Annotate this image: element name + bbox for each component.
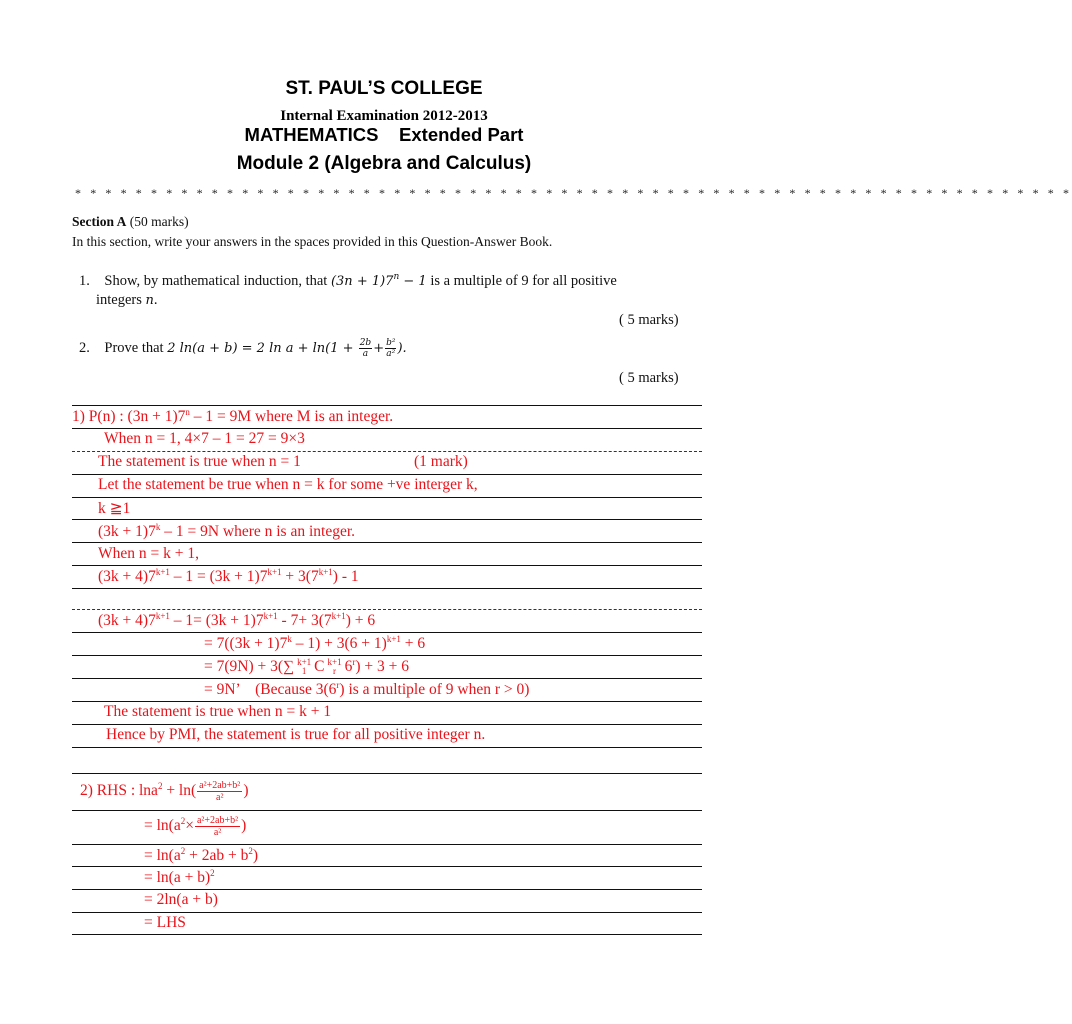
- answer-2-line-6: = LHS: [144, 914, 186, 931]
- a1-l1-b: – 1 = 9M where M is an integer.: [189, 408, 394, 425]
- q1-line2-text: integers: [96, 292, 142, 308]
- question-1-expression: [331, 274, 427, 289]
- a2-f1-den: a²: [216, 792, 224, 803]
- q1-expr-tail: − 1: [399, 274, 427, 289]
- q1-line2-var: n: [145, 293, 154, 308]
- section-instruction: In this section, write your answers in the spaces provided in this Question-Answer Book.: [72, 234, 553, 249]
- question-2-line: [79, 338, 407, 359]
- answer-1-line-1: [72, 407, 393, 426]
- q2-plus: +: [373, 341, 385, 356]
- question-2-text: Prove that: [104, 340, 164, 356]
- subject-title: [0, 124, 768, 146]
- answer-dashed-line: [72, 451, 702, 452]
- answer-line: [72, 678, 702, 679]
- answer-2-line-2: [144, 815, 246, 838]
- a1-l11-sup: r: [352, 657, 356, 667]
- subject-text: MATHEMATICS Extended Part: [244, 124, 524, 145]
- a2-r2-a: = ln(a: [144, 817, 181, 835]
- a2-r4-sup: 2: [210, 868, 215, 878]
- a1-l8-s2: k+1: [267, 567, 282, 577]
- answer-line: [72, 701, 702, 702]
- answer-1-line-9: [98, 611, 375, 630]
- a1-l9-s3: k+1: [331, 611, 346, 621]
- answer-line: [72, 519, 702, 520]
- a1-l10-s1: k: [287, 634, 292, 644]
- a2-r3-s1: 2: [180, 846, 186, 856]
- answer-line: [72, 810, 702, 811]
- a1-l9-b: – 1= (3k + 1)7: [169, 612, 264, 629]
- answer-line: [72, 655, 702, 656]
- star-divider: * * * * * * * * * * * * * * * * * * * * * * * * * * * * * * * * * * * * * * * * * * * * * * * * * * * * * * * * * * * * * * * * * *: [75, 186, 1072, 200]
- college-title: ST. PAUL’S COLLEGE: [285, 78, 483, 99]
- question-1-text-end: is a multiple of 9 for all positive: [430, 273, 617, 289]
- a2-r3-c: ): [252, 847, 259, 864]
- answer-1-line-10: [204, 634, 425, 653]
- answer-1-line-3: The statement is true when n = 1: [98, 453, 301, 470]
- sum-limits: [295, 658, 313, 676]
- a1-l9-s2: k+1: [263, 611, 278, 621]
- module-title: Module 2 (Algebra and Calculus): [236, 153, 532, 174]
- question-1-text: Show, by mathematical induction, that: [104, 273, 328, 289]
- answer-line: [72, 474, 702, 475]
- q2-fraction-2: [385, 338, 396, 359]
- answer-1-line-14: Hence by PMI, the statement is true for all positive integer n.: [106, 726, 486, 743]
- answer-1-mark: (1 mark): [414, 453, 468, 470]
- section-marks: (50 marks): [129, 214, 189, 229]
- answer-2-fraction-2: [195, 815, 240, 838]
- answer-2-line-1: [80, 780, 248, 803]
- a2-r2-b: ×: [185, 817, 194, 835]
- a1-l8-s1: k+1: [155, 567, 170, 577]
- answer-2-line-3: [144, 846, 258, 865]
- answer-line: [72, 632, 702, 633]
- a1-l9-a: (3k + 4)7: [98, 612, 156, 629]
- answer-1-line-8: [98, 567, 359, 586]
- answer-1-line-7: When n = k + 1,: [98, 545, 199, 562]
- a2-f2-num: a²+2ab+b²: [196, 815, 239, 826]
- a1-l1-sup: n: [185, 407, 190, 417]
- question-1-line-2: [96, 292, 158, 309]
- q1-expr-sup: n: [393, 272, 400, 282]
- binomial-index: [326, 658, 344, 676]
- q2-f1-den: a: [362, 349, 369, 359]
- q2-f2-den: a²: [386, 349, 396, 359]
- a1-l12-a: = 9N’ (Because 3(6: [204, 681, 337, 698]
- a2-r2-c: ): [241, 817, 247, 835]
- a1-l8-b: – 1 = (3k + 1)7: [169, 568, 268, 585]
- answer-line: [72, 773, 702, 774]
- a1-l10-c: + 6: [400, 635, 426, 652]
- question-2-number: 2.: [79, 340, 90, 356]
- a1-l6-b: – 1 = 9N where n is an integer.: [160, 523, 356, 540]
- a2-r4-a: = ln(a + b): [144, 869, 211, 886]
- answer-line: [72, 565, 702, 566]
- a1-l8-s3: k+1: [318, 567, 333, 577]
- exam-title: Internal Examination 2012-2013: [280, 108, 488, 124]
- answer-line: [72, 724, 702, 725]
- q2-fraction-1: [359, 338, 373, 359]
- a1-l10-a: = 7((3k + 1)7: [204, 635, 288, 652]
- a2-r1-sup: 2: [157, 781, 163, 792]
- answer-2-line-5: = 2ln(a + b): [144, 891, 218, 908]
- a2-r1-b: + ln(: [162, 782, 197, 800]
- a1-l11-a: = 7(9N) + 3(∑: [204, 658, 295, 675]
- a2-f1-num: a²+2ab+b²: [199, 780, 241, 791]
- answer-line: [72, 844, 702, 845]
- q1-expr-base: (3n + 1)7: [330, 274, 394, 289]
- answer-line: [72, 497, 702, 498]
- a1-l12-sup: r: [336, 680, 340, 690]
- question-1-line-1: [79, 272, 617, 290]
- section-heading: [72, 214, 189, 230]
- answer-line: [72, 866, 702, 867]
- section-title: Section A: [72, 214, 127, 229]
- answer-2-fraction-1: [197, 780, 242, 803]
- answer-1-line-6: [98, 522, 355, 541]
- a1-l11-d: ) + 3 + 6: [355, 658, 409, 675]
- q1-line2-end: .: [153, 292, 158, 308]
- a1-l11-b: 6: [344, 658, 353, 675]
- question-2-expression: [167, 338, 407, 359]
- answer-line: [72, 405, 702, 406]
- answer-1-line-2: When n = 1, 4×7 – 1 = 27 = 9×3: [104, 430, 305, 447]
- a2-r3-s2: 2: [248, 846, 253, 856]
- sum-lower: 1: [301, 666, 307, 677]
- a1-l10-s2: k+1: [386, 634, 401, 644]
- sum-upper: k+1: [297, 657, 312, 668]
- question-2-marks: ( 5 marks): [619, 370, 679, 386]
- answer-line: [72, 542, 702, 543]
- answer-1-line-13: The statement is true when n = k + 1: [104, 703, 332, 720]
- a1-l6-a: (3k + 1)7: [98, 523, 156, 540]
- answer-dashed-line: [72, 609, 702, 610]
- a1-l9-s1: k+1: [155, 611, 170, 621]
- q2-f1-num: 2b: [359, 338, 372, 348]
- answer-line: [72, 747, 702, 748]
- a2-r1-c: ): [243, 782, 249, 800]
- a2-r2-sup: 2: [180, 816, 186, 827]
- answer-line: [72, 912, 702, 913]
- a1-l9-d: ) + 6: [345, 612, 376, 629]
- answer-1-line-12: [204, 680, 529, 699]
- answer-1-line-4: Let the statement be true when n = k for some +ve interger k,: [98, 476, 478, 493]
- question-1-marks: ( 5 marks): [619, 312, 679, 328]
- a2-r1-a: 2) RHS : lna: [80, 782, 158, 800]
- a2-f2-den: a²: [213, 827, 222, 838]
- a1-l11-c: C: [314, 658, 325, 675]
- a1-l12-b: ) is a multiple of 9 when r > 0): [339, 681, 530, 698]
- a1-l8-d: ) - 1: [332, 568, 359, 585]
- answer-1-line-11: [204, 657, 409, 676]
- a1-l9-c: - 7+ 3(7: [277, 612, 332, 629]
- binomial-upper: k+1: [327, 657, 342, 668]
- a1-l8-a: (3k + 4)7: [98, 568, 156, 585]
- answer-line: [72, 588, 702, 589]
- a1-l8-c: + 3(7: [281, 568, 319, 585]
- a2-r3-b: + 2ab + b: [185, 847, 249, 864]
- answer-2-line-4: [144, 868, 215, 887]
- question-1-number: 1.: [79, 273, 90, 289]
- a2-r3-a: = ln(a: [144, 847, 181, 864]
- binomial-lower: r: [333, 666, 337, 677]
- q2-f2-num: b²: [386, 338, 396, 348]
- a1-l1-a: 1) P(n) : (3n + 1)7: [72, 408, 186, 425]
- answer-1-line-5: k ≧1: [98, 500, 131, 517]
- answer-line: [72, 428, 702, 429]
- answer-line: [72, 889, 702, 890]
- q2-expr-a: 2 ln(a + b) = 2 ln a + ln(1 +: [167, 341, 354, 356]
- answer-line: [72, 934, 702, 935]
- a1-l6-sup: k: [155, 522, 161, 532]
- q2-expr-end: ).: [397, 341, 407, 356]
- a1-l10-b: – 1) + 3(6 + 1): [291, 635, 387, 652]
